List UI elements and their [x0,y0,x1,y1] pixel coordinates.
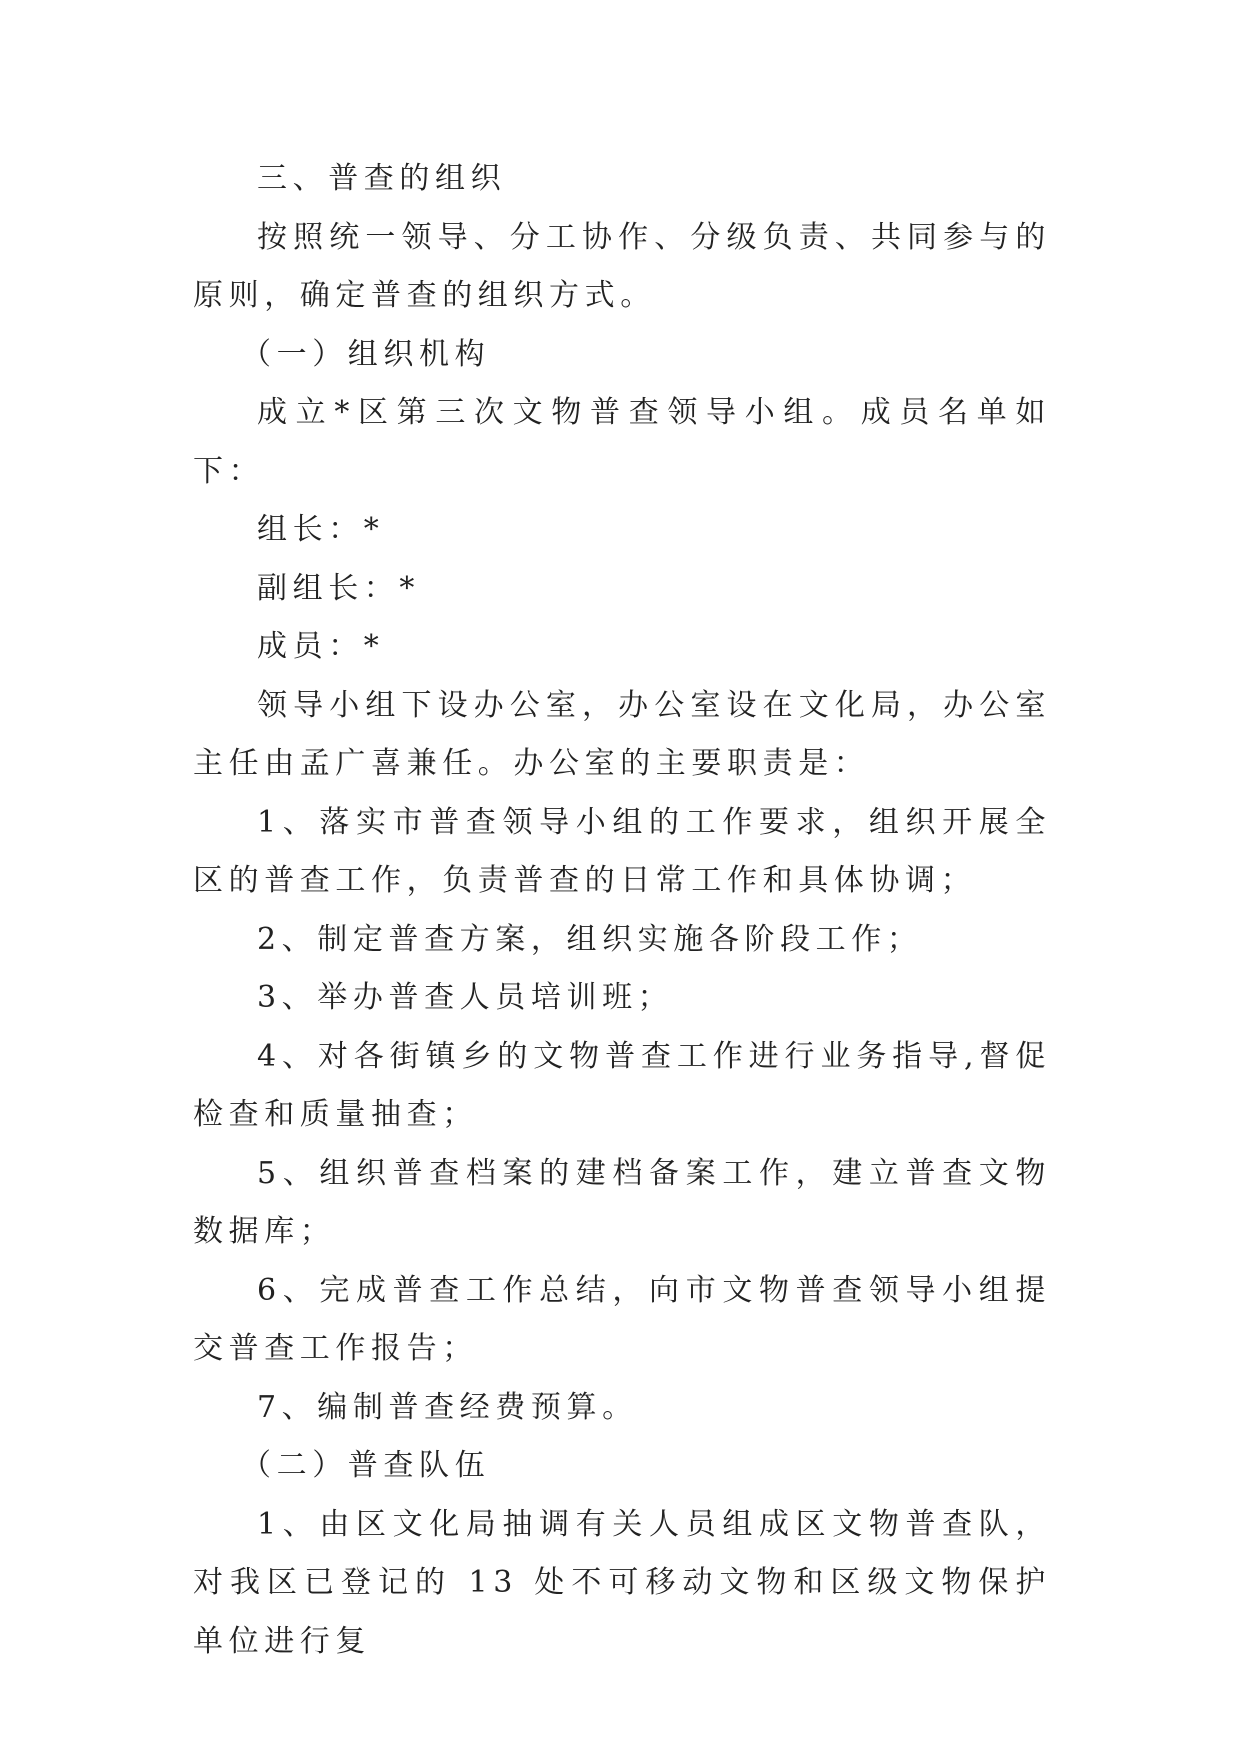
list-item: 4、对各街镇乡的文物普查工作进行业务指导,督促检查和质量抽查； [193,1038,1051,1132]
list-item: 7、编制普查经费预算。 [257,1389,638,1425]
list-item: 3、举办普查人员培训班； [257,980,674,1015]
list-item: 2、制定普查方案，组织实施各阶段工作； [257,921,923,957]
list-item: 6、完成普查工作总结，向市文物普查领导小组提交普查工作报告； [193,1272,1051,1366]
subheading: （二）普查队伍 [241,1448,491,1483]
paragraph: 按照统一领导、分工协作、分级负责、共同参与的原则，确定普查的组织方式。 [193,219,1051,313]
section-heading: 三、普查的组织 [257,161,507,196]
list-item: 5、组织普查档案的建档备案工作，建立普查文物数据库； [193,1155,1051,1249]
paragraph: 成员：* [257,629,385,664]
paragraph: 副组长：* [257,570,420,606]
list-item: 1、落实市普查领导小组的工作要求，组织开展全区的普查工作，负责普查的日常工作和具体协调； [193,804,1051,898]
subheading: （一）组织机构 [241,336,491,372]
paragraph: 领导小组下设办公室，办公室设在文化局，办公室主任由孟广喜兼任。办公室的主要职责是： [193,687,1051,781]
paragraph: 成立*区第三次文物普查领导小组。成员名单如下： [193,395,1051,489]
list-item: 1、由区文化局抽调有关人员组成区文物普查队，对我区已登记的 13 处不可移动文物和区级文物保护单位进行复 [193,1506,1051,1659]
document-body [193,150,1051,1671]
paragraph: 组长：* [257,512,385,547]
